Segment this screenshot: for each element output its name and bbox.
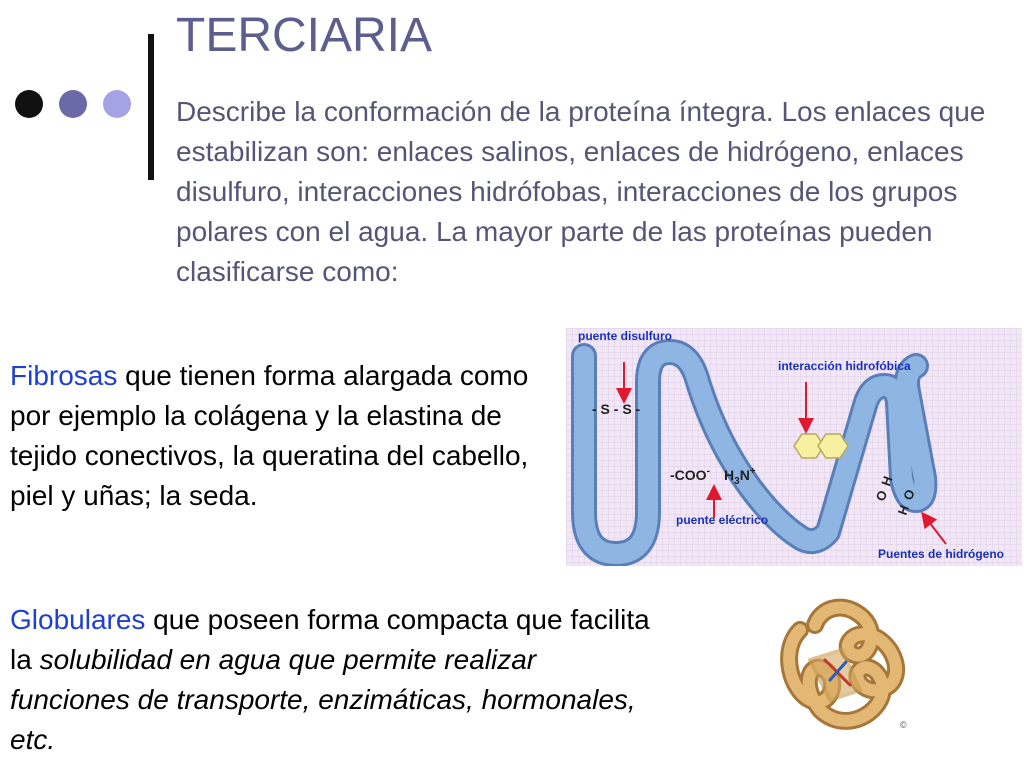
dot-dark [15,90,43,118]
dot-medium [59,90,87,118]
ss-bond-text: - S - S - [592,401,641,417]
slide-title: TERCIARIA [176,9,433,62]
globulares-italic-text: solubilidad en agua que permite realizar funciones de transporte, enzimáticas, hormonales, etc. [10,644,636,755]
svg-text:O: O [900,487,918,502]
svg-text:O: O [872,488,891,504]
svg-text:H: H [894,503,913,518]
label-hbonds: Puentes de hidrógeno [878,547,1005,561]
label-electric: puente eléctrico [676,513,769,527]
label-hydrophobic: interacción hidrofóbica [778,359,911,373]
bullet-dots-icon [15,90,135,126]
globular-protein-icon [770,590,910,740]
fibrosas-keyword: Fibrosas [10,360,118,391]
globulares-text: que poseen forma compacta que facilita la [10,604,650,675]
coo-text: -COO- [670,466,710,483]
fibrosas-text: que tienen forma alargada como por ejemplo la colágena y la elastina de tejido conectivos, la queratina del cabello, piel y uñas; la seda. [10,360,529,511]
globulares-paragraph [10,600,650,760]
dot-light [103,90,131,118]
svg-text:©: © [900,720,907,730]
slide-description: Describe la conformación de la proteína íntegra. Los enlaces que estabilizan son: enlaces salinos, enlaces de hidrógeno, enlaces disulfuro, interacciones hidrófobas, interacciones de los grupos polares con el agua. La mayor parte de las proteínas pueden clasificarse como: [176,96,986,287]
fibrosas-paragraph [10,356,565,516]
title-divider [148,34,154,180]
protein-chain-diagram [566,322,1022,566]
svg-text:H: H [878,474,896,488]
label-disulfide: puente disulfuro [578,329,672,343]
globulares-keyword: Globulares [10,604,146,635]
h3n-text: $H_3N^+$ [724,466,756,487]
